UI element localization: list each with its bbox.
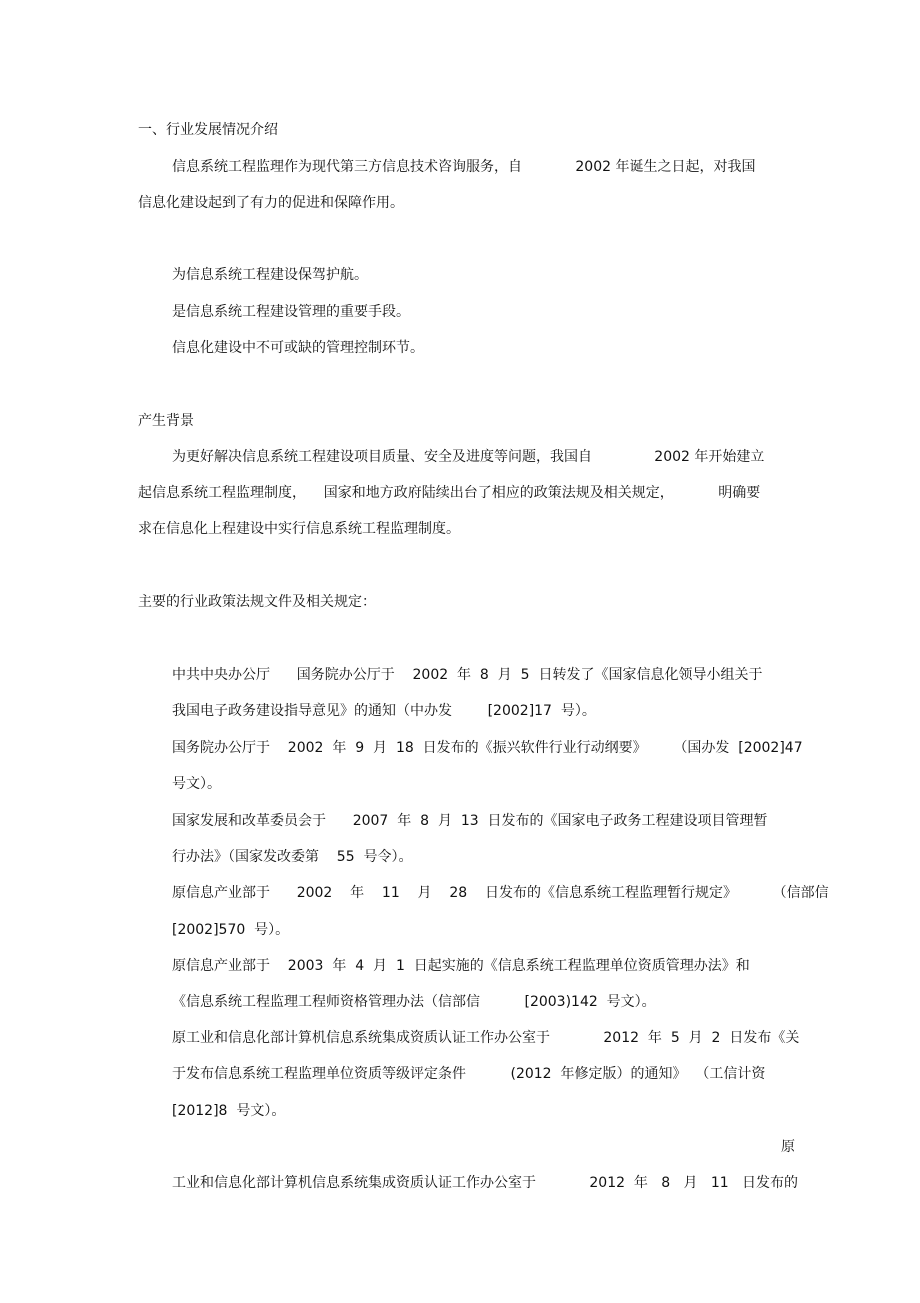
intro-line-1: 信息系统工程监理作为现代第三方信息技术咨询服务，自 2002 年诞生之日起，对我国	[172, 159, 756, 175]
policy-line-5: 国家发展和改革委员会于 2007 年 8 月 13 日发布的《国家电子政务工程建设项目管理暂	[172, 813, 768, 829]
policy-line-12: 于发布信息系统工程监理单位资质等级评定条件 (2012 年修定版）的通知》 （工信计资	[172, 1066, 766, 1082]
policy-line-15: 工业和信息化部计算机信息系统集成资质认证工作办公室于 2012 年 8 月 11 日发布的	[172, 1175, 799, 1191]
section-heading-policies: 主要的行业政策法规文件及相关规定：	[138, 594, 376, 610]
policy-line-4: 号文）。	[172, 776, 221, 792]
policy-line-3: 国务院办公厅于 2002 年 9 月 18 日发布的《振兴软件行业行动纲要》 （国办发 [2002]47	[172, 740, 803, 756]
background-line-1: 为更好解决信息系统工程建设项目质量、安全及进度等问题，我国自 2002 年开始建立	[172, 449, 765, 465]
policy-line-8: [2002]570 号）。	[172, 922, 290, 938]
policy-line-7: 原信息产业部于 2002 年 11 月 28 日发布的《信息系统工程监理暂行规定》 （信部信	[172, 885, 829, 901]
point-3: 信息化建设中不可或缺的管理控制环节。	[172, 340, 424, 356]
point-2: 是信息系统工程建设管理的重要手段。	[172, 304, 410, 320]
policy-line-11: 原工业和信息化部计算机信息系统集成资质认证工作办公室于 2012 年 5 月 2 日发布《关	[172, 1030, 800, 1046]
point-1: 为信息系统工程建设保驾护航。	[172, 267, 368, 283]
background-line-2: 起信息系统工程监理制度， 国家和地方政府陆续出台了相应的政策法规及相关规定， 明确要	[138, 485, 761, 501]
policy-line-13: [2012]8 号文）。	[172, 1103, 286, 1119]
policy-line-2: 我国电子政务建设指导意见》的通知（中办发 [2002]17 号）。	[172, 703, 596, 719]
intro-line-2: 信息化建设起到了有力的促进和保障作用。	[138, 195, 404, 211]
policy-line-1: 中共中央办公厅 国务院办公厅于 2002 年 8 月 5 日转发了《国家信息化领导小组关于	[172, 667, 763, 683]
section-heading-background: 产生背景	[138, 413, 194, 429]
policy-line-14: 原	[781, 1139, 795, 1155]
background-line-3: 求在信息化上程建设中实行信息系统工程监理制度。	[138, 521, 460, 537]
policy-line-10: 《信息系统工程监理工程师资格管理办法（信部信 [2003)142 号文）。	[172, 994, 656, 1010]
policy-line-6: 行办法》（国家发改委第 55 号令）。	[172, 849, 413, 865]
section-heading-industry: 一、行业发展情况介绍	[138, 122, 278, 138]
policy-line-9: 原信息产业部于 2003 年 4 月 1 日起实施的《信息系统工程监理单位资质管理办法》和	[172, 958, 750, 974]
